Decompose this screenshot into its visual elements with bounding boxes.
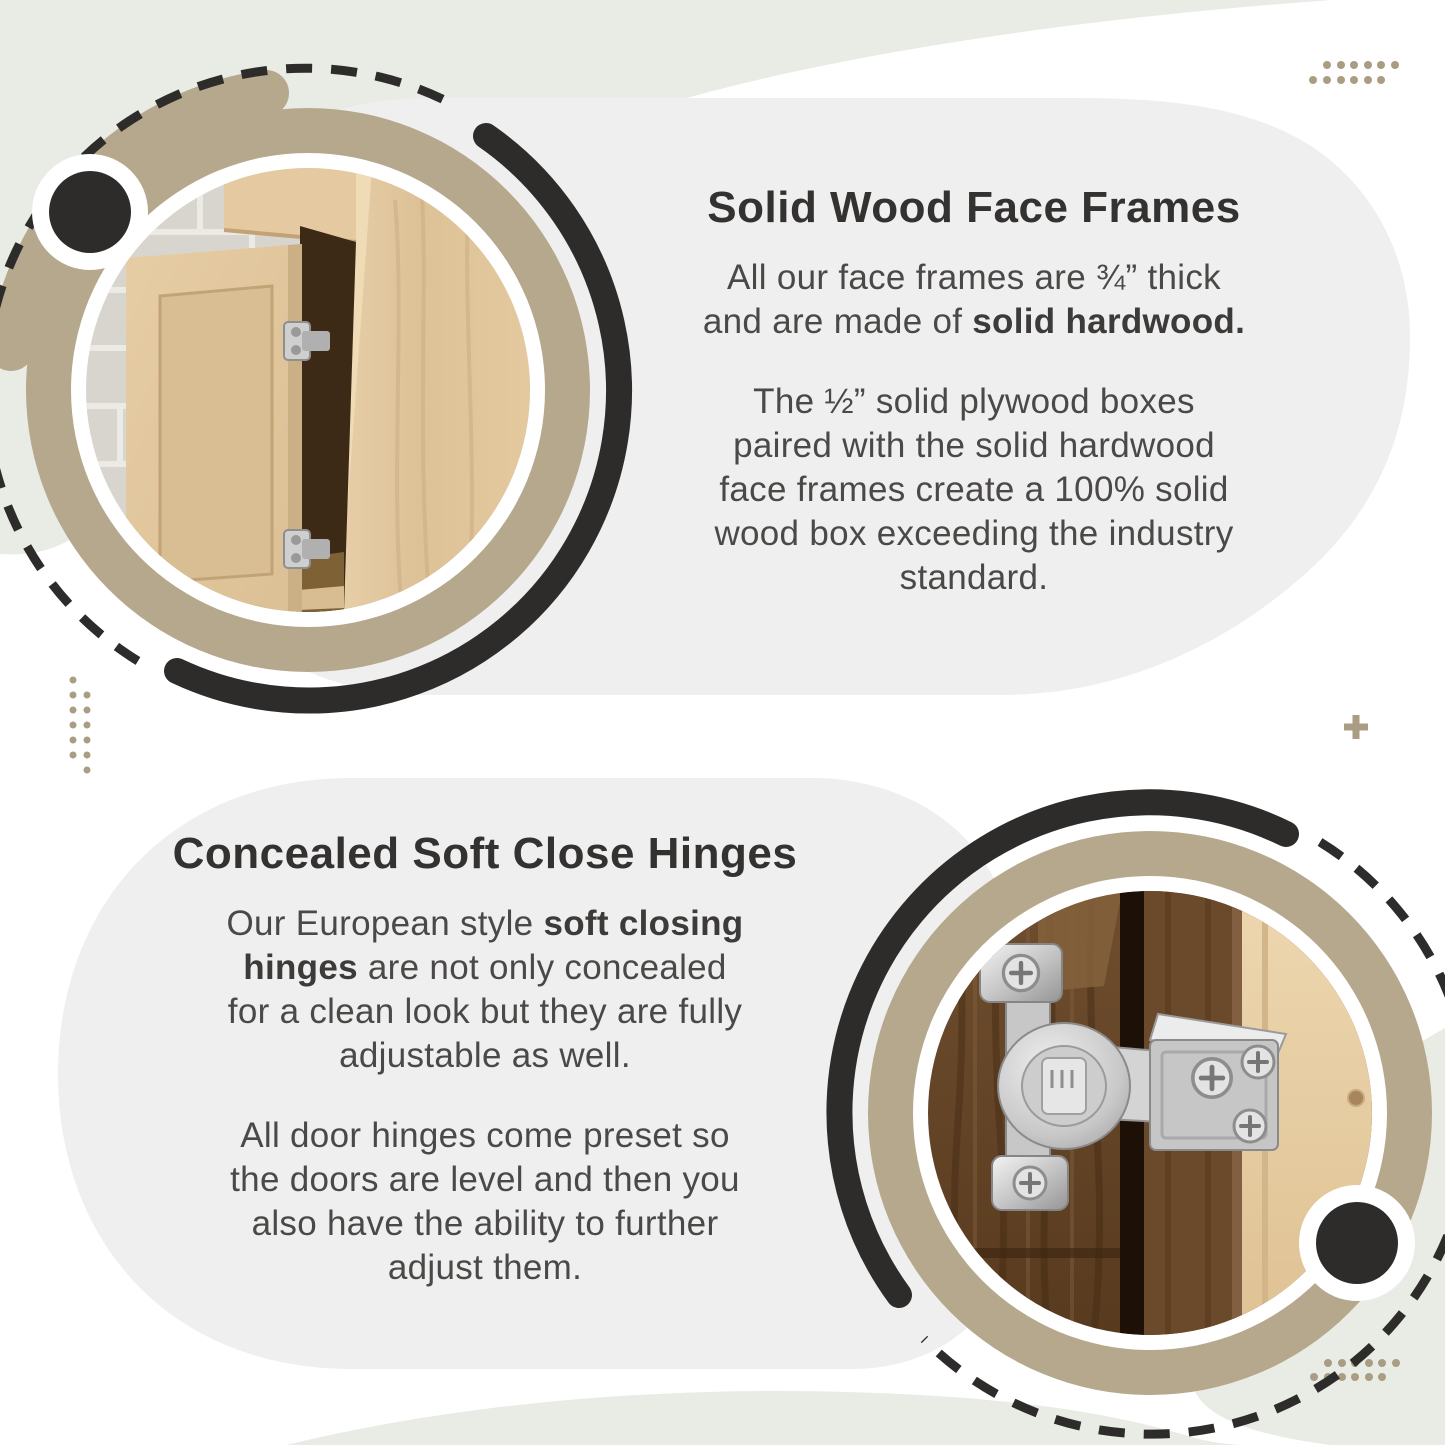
photo-birch-cabinet (86, 168, 530, 612)
section-heading-hinges: Concealed Soft Close Hinges (172, 829, 798, 878)
section-face-frames (644, 182, 1304, 600)
face-frames-paragraph-2: The ½” solid plywood boxes paired with the solid hardwood face frames create a 100% solid wood box exceeding the industry standard. (714, 382, 1234, 597)
accent-dot-black (49, 171, 131, 253)
hinges-paragraph-2: All door hinges come preset so the doors are level and then you also have the ability to further adjust them. (230, 1116, 740, 1287)
face-frames-paragraph-1: All our face frames are ¾” thick and are made of solid hardwood. (702, 258, 1246, 341)
feature-circle-face-frames (0, 68, 619, 700)
section-heading-face-frames: Solid Wood Face Frames (707, 183, 1241, 232)
tan-dot-grid-left (70, 677, 91, 774)
bg-swoosh-bottom (286, 1391, 1240, 1445)
tan-dot-grid-top-right (1309, 61, 1399, 84)
section-hinges (142, 828, 828, 1290)
tan-plus-icon (1344, 715, 1368, 739)
hinges-paragraph-1: Our European style soft closing hinges are not only concealed for a clean look but they are fully adjustable as well. (226, 904, 744, 1075)
accent-dot-black (1316, 1202, 1398, 1284)
